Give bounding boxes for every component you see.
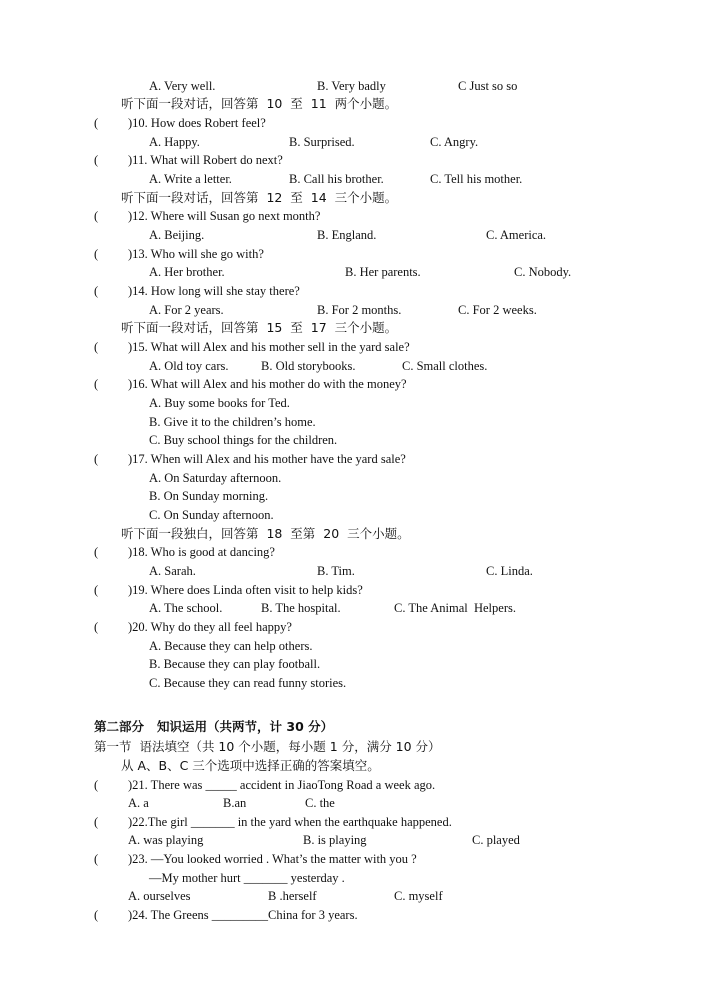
- answer-paren: (: [94, 545, 99, 559]
- option-a: A. Beijing.: [149, 228, 205, 242]
- option-b: B. Call his brother.: [289, 172, 384, 186]
- answer-paren: (: [94, 620, 99, 634]
- option-b: B. The hospital.: [261, 601, 341, 615]
- option-a: A. For 2 years.: [149, 303, 224, 317]
- answer-paren: (: [94, 377, 99, 391]
- answer-paren: (: [94, 908, 99, 922]
- section-instruction: 听下面一段对话，回答第 15 至 17 三个小题。: [121, 320, 398, 335]
- option-a: A. On Saturday afternoon.: [149, 471, 282, 485]
- option-b: B. Old storybooks.: [261, 359, 356, 373]
- question-17: )17. When will Alex and his mother have the yard sale?: [128, 452, 406, 466]
- option-b: B. Very badly: [317, 79, 386, 93]
- answer-paren: (: [94, 209, 99, 223]
- question-12: )12. Where will Susan go next month?: [128, 209, 321, 223]
- question-23-reply: —My mother hurt _______ yesterday .: [149, 871, 345, 885]
- question-16: )16. What will Alex and his mother do with the money?: [128, 377, 407, 391]
- option-a: A. Happy.: [149, 135, 200, 149]
- option-c: C Just so so: [458, 79, 518, 93]
- option-c: C. Nobody.: [514, 265, 572, 279]
- question-14: )14. How long will she stay there?: [128, 284, 300, 298]
- answer-paren: (: [94, 778, 99, 792]
- option-b: B. Tim.: [317, 564, 355, 578]
- option-b: B. Give it to the children’s home.: [149, 415, 316, 429]
- option-a: A. Write a letter.: [149, 172, 232, 186]
- question-21: )21. There was _____ accident in JiaoTong Road a week ago.: [128, 778, 436, 792]
- question-11: )11. What will Robert do next?: [128, 153, 283, 167]
- option-c: C. On Sunday afternoon.: [149, 508, 274, 522]
- option-a: A. Because they can help others.: [149, 639, 313, 653]
- option-b: B .herself: [268, 889, 317, 903]
- question-20: )20. Why do they all feel happy?: [128, 620, 292, 634]
- option-c: C. Linda.: [486, 564, 533, 578]
- option-b: B.an: [223, 796, 247, 810]
- section-instruction: 从 A、B、C 三个选项中选择正确的答案填空。: [121, 758, 380, 773]
- answer-paren: (: [94, 852, 99, 866]
- option-a: A. Her brother.: [149, 265, 225, 279]
- option-c: C. Because they can read funny stories.: [149, 676, 347, 690]
- section-instruction: 听下面一段独白，回答第 18 至第 20 三个小题。: [121, 526, 410, 541]
- section-instruction: 听下面一段对话，回答第 10 至 11 两个小题。: [121, 96, 398, 111]
- option-a: A. a: [128, 796, 149, 810]
- answer-paren: (: [94, 583, 99, 597]
- question-23: )23. —You looked worried . What’s the matter with you ?: [128, 852, 417, 866]
- answer-paren: (: [94, 815, 99, 829]
- option-a: A. The school.: [149, 601, 223, 615]
- option-b: B. is playing: [303, 833, 367, 847]
- section-instruction: 听下面一段对话，回答第 12 至 14 三个小题。: [121, 190, 398, 205]
- option-a: A. Old toy cars.: [149, 359, 229, 373]
- option-a: A. Very well.: [149, 79, 216, 93]
- question-18: )18. Who is good at dancing?: [128, 545, 275, 559]
- option-a: A. Buy some books for Ted.: [149, 396, 290, 410]
- option-a: A. ourselves: [128, 889, 191, 903]
- answer-paren: (: [94, 116, 99, 130]
- answer-paren: (: [94, 452, 99, 466]
- option-a: A. Sarah.: [149, 564, 196, 578]
- option-c: C. America.: [486, 228, 547, 242]
- option-b: B. On Sunday morning.: [149, 489, 269, 503]
- option-b: B. Her parents.: [345, 265, 421, 279]
- option-c: C. the: [305, 796, 335, 810]
- answer-paren: (: [94, 340, 99, 354]
- option-c: C. Tell his mother.: [430, 172, 523, 186]
- option-a: A. was playing: [128, 833, 204, 847]
- option-c: C. Angry.: [430, 135, 479, 149]
- question-10: )10. How does Robert feel?: [128, 116, 266, 130]
- option-b: B. England.: [317, 228, 377, 242]
- option-c: C. For 2 weeks.: [458, 303, 537, 317]
- option-b: B. Surprised.: [289, 135, 355, 149]
- question-13: )13. Who will she go with?: [128, 247, 264, 261]
- answer-paren: (: [94, 247, 99, 261]
- section-heading: 第一节 语法填空（共 10 个小题，每小题 1 分，满分 10 分）: [94, 739, 441, 754]
- option-c: C. played: [472, 833, 520, 847]
- question-19: )19. Where does Linda often visit to help kids?: [128, 583, 363, 597]
- answer-paren: (: [94, 284, 99, 298]
- option-c: C. The Animal Helpers.: [394, 601, 516, 615]
- option-b: B. Because they can play football.: [149, 657, 321, 671]
- question-24: )24. The Greens _________China for 3 years.: [128, 908, 358, 922]
- option-c: C. myself: [394, 889, 443, 903]
- question-22: )22.The girl _______ in the yard when the earthquake happened.: [128, 815, 452, 829]
- answer-paren: (: [94, 153, 99, 167]
- option-c: C. Small clothes.: [402, 359, 488, 373]
- part-heading: 第二部分 知识运用（共两节，计 30 分）: [94, 719, 334, 734]
- option-b: B. For 2 months.: [317, 303, 402, 317]
- option-c: C. Buy school things for the children.: [149, 433, 338, 447]
- question-15: )15. What will Alex and his mother sell in the yard sale?: [128, 340, 410, 354]
